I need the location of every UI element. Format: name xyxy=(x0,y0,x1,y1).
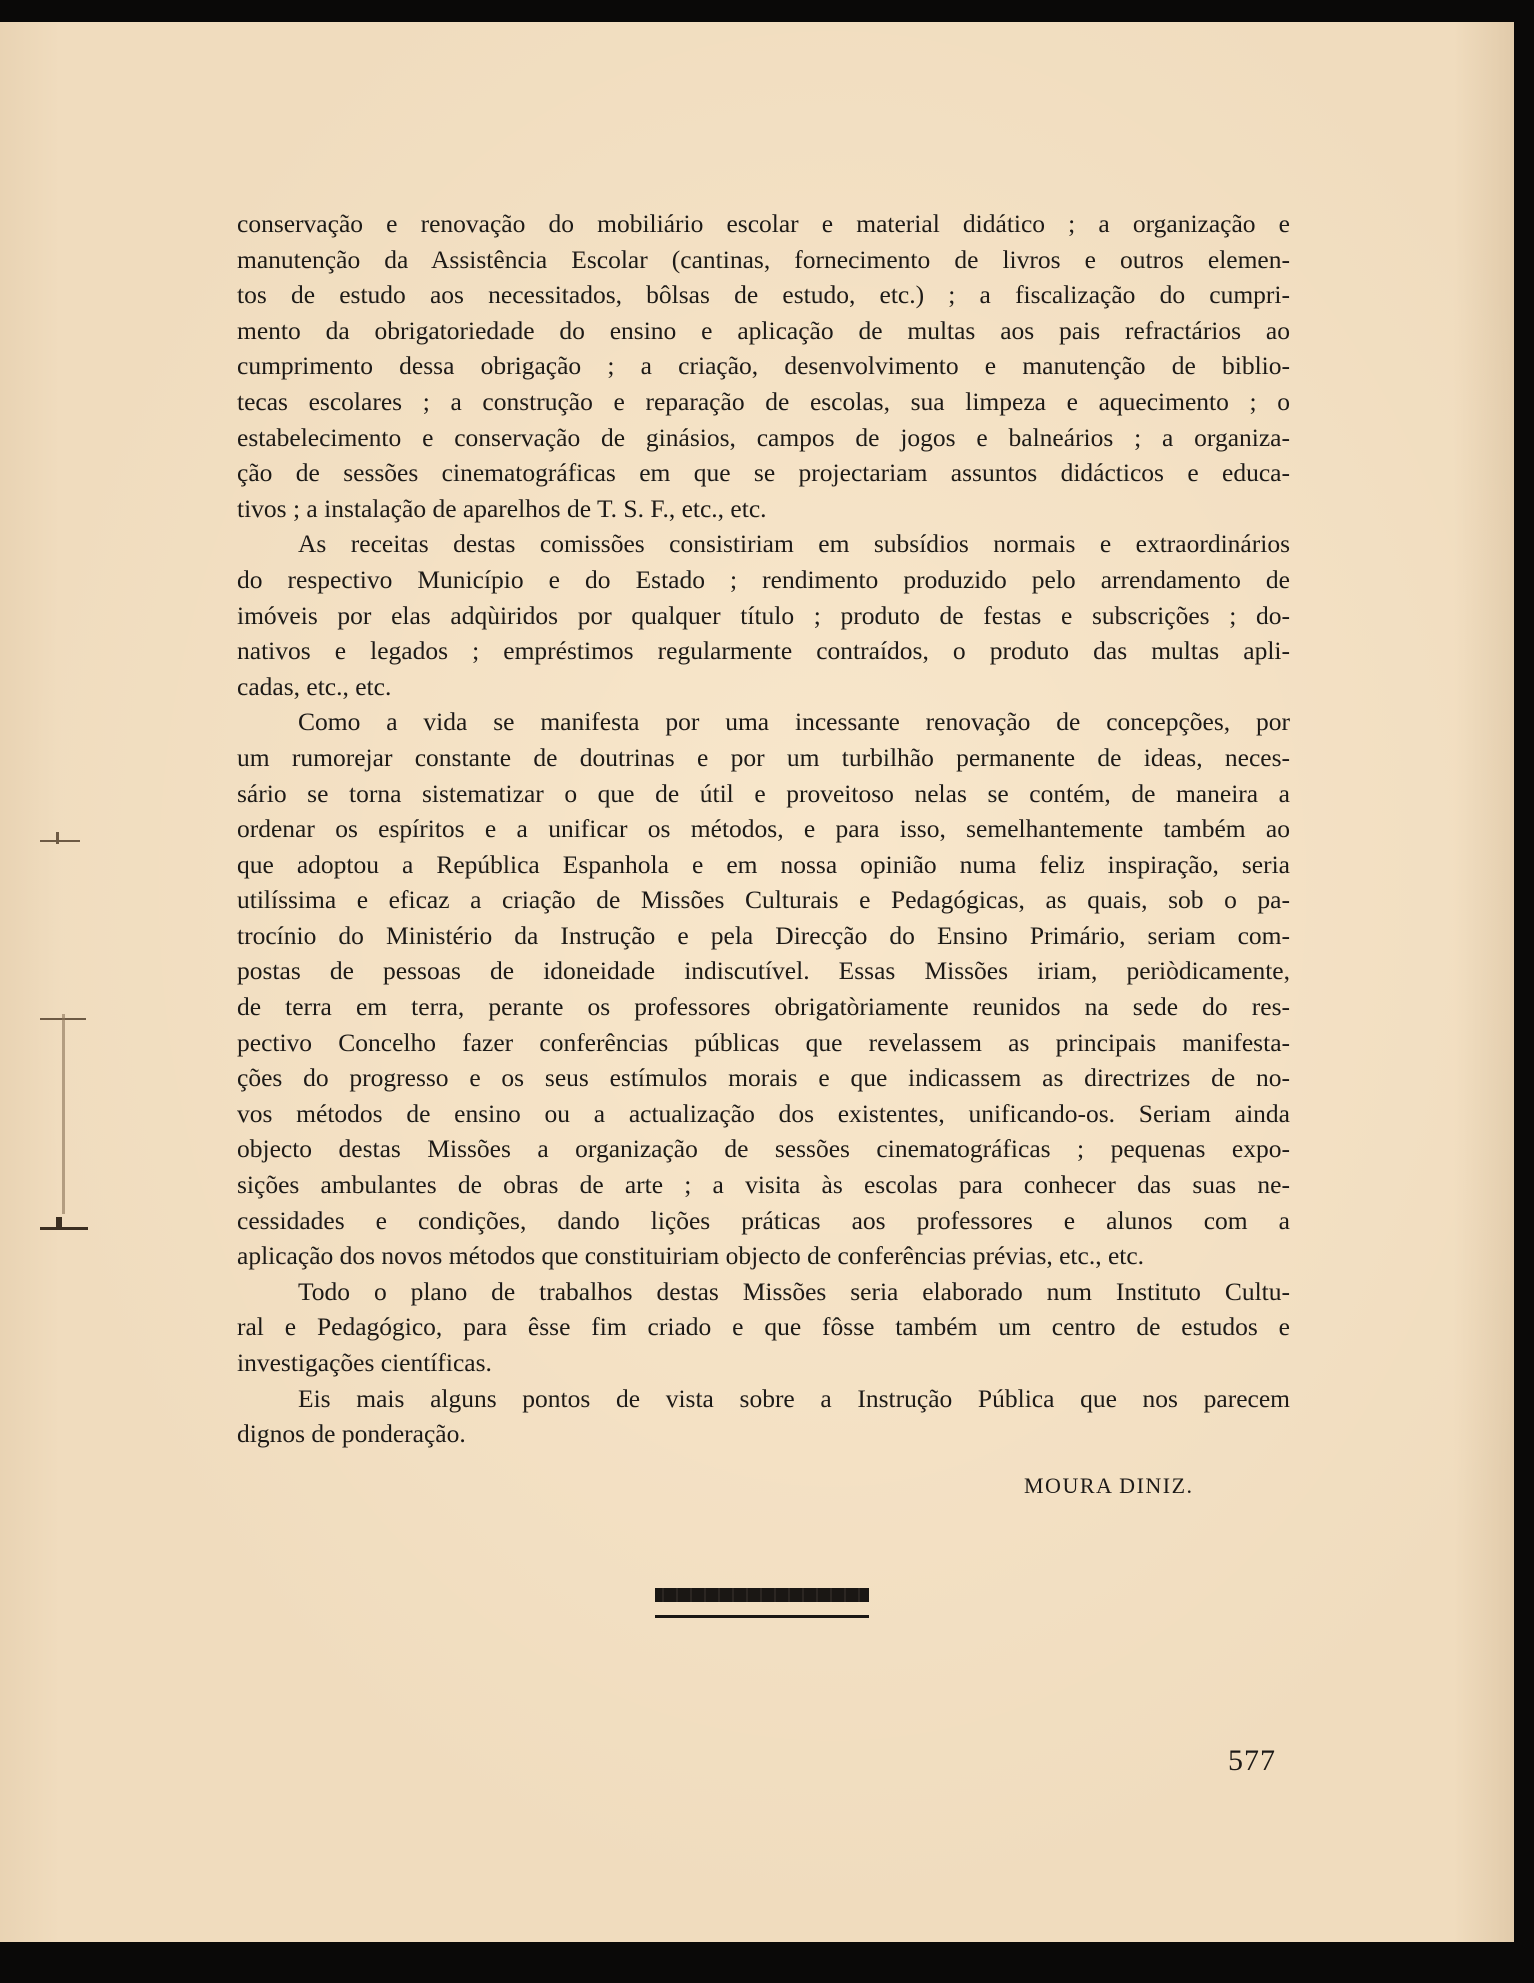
text-line: manutenção da Assistência Escolar (cantinas, fornecimento de livros e outros elemen- xyxy=(237,244,1290,274)
text-line: dignos de ponderação. xyxy=(237,1419,466,1449)
binding-thread-mark xyxy=(56,1217,62,1227)
end-ornament-bar xyxy=(655,1588,869,1602)
text-line: postas de pessoas de idoneidade indiscutível. Essas Missões iriam, periòdicamente, xyxy=(237,956,1290,986)
text-line: cumprimento dessa obrigação ; a criação, desenvolvimento e manutenção de biblio- xyxy=(237,351,1290,381)
text-line: trocínio do Ministério da Instrução e pela Direcção do Ensino Primário, seriam com- xyxy=(237,920,1290,950)
text-line: vos métodos de ensino ou a actualização dos existentes, unificando-os. Seriam ainda xyxy=(237,1098,1290,1128)
text-line: Como a vida se manifesta por uma incessante renovação de concepções, por xyxy=(298,707,1290,737)
text-line: tecas escolares ; a construção e reparação de escolas, sua limpeza e aquecimento ; o xyxy=(237,386,1290,416)
text-line: tos de estudo aos necessitados, bôlsas de estudo, etc.) ; a fiscalização do cumpri- xyxy=(237,280,1290,310)
paragraph xyxy=(237,526,1290,704)
text-line: de terra em terra, perante os professores obrigatòriamente reunidos na sede do res- xyxy=(237,992,1290,1022)
text-line: utilíssima e eficaz a criação de Missões Culturais e Pedagógicas, as quais, sob o pa- xyxy=(237,885,1290,915)
text-line: ção de sessões cinematográficas em que se projectariam assuntos didácticos e educa- xyxy=(237,458,1290,488)
paragraph xyxy=(237,704,1290,1274)
text-line: um rumorejar constante de doutrinas e por um turbilhão permanente de ideas, neces- xyxy=(237,742,1290,772)
text-line: cadas, etc., etc. xyxy=(237,671,392,701)
text-line: do respectivo Município e do Estado ; rendimento produzido pelo arrendamento de xyxy=(237,564,1290,594)
text-line: Todo o plano de trabalhos destas Missões seria elaborado num Instituto Cultu- xyxy=(298,1276,1290,1306)
binding-thread-mark xyxy=(40,1227,88,1230)
text-line: ções do progresso e os seus estímulos morais e que indicassem as directrizes de no- xyxy=(237,1063,1290,1093)
text-line: cessidades e condições, dando lições práticas aos professores e alunos com a xyxy=(237,1205,1290,1235)
article-body xyxy=(237,206,1290,1452)
text-line: tivos ; a instalação de aparelhos de T. S. F., etc., etc. xyxy=(237,493,767,523)
binding-thread-mark xyxy=(56,832,59,844)
text-line: estabelecimento e conservação de ginásios, campos de jogos e balneários ; a organiza- xyxy=(237,422,1290,452)
binding-thread-mark xyxy=(40,840,80,842)
paragraph xyxy=(237,1381,1290,1452)
text-line: Eis mais alguns pontos de vista sobre a Instrução Pública que nos parecem xyxy=(298,1383,1290,1413)
text-line: mento da obrigatoriedade do ensino e aplicação de multas aos pais refractários ao xyxy=(237,315,1290,345)
text-line: investigações científicas. xyxy=(237,1348,492,1377)
paragraph xyxy=(237,206,1290,526)
text-line: sições ambulantes de obras de arte ; a visita às escolas para conhecer das suas ne- xyxy=(237,1170,1290,1200)
text-line: aplicação dos novos métodos que constituiriam objecto de conferências prévias, etc., etc. xyxy=(237,1241,1145,1271)
text-line: ordenar os espíritos e a unificar os métodos, e para isso, semelhantemente também ao xyxy=(237,814,1290,844)
paragraph xyxy=(237,1274,1290,1381)
text-line: As receitas destas comissões consistiriam em subsídios normais e extraordinários xyxy=(298,529,1290,559)
text-line: conservação e renovação do mobiliário escolar e material didático ; a organização e xyxy=(237,209,1290,238)
page-number: 577 xyxy=(1228,1744,1276,1777)
text-line: que adoptou a República Espanhola e em nossa opinião numa feliz inspiração, seria xyxy=(237,849,1290,879)
text-line: nativos e legados ; empréstimos regularmente contraídos, o produto das multas apli- xyxy=(237,636,1290,666)
end-ornament-rule xyxy=(655,1615,869,1618)
text-line: sário se torna sistematizar o que de útil e proveitoso nelas se contém, de maneira a xyxy=(237,778,1290,808)
text-line: ral e Pedagógico, para êsse fim criado e que fôsse também um centro de estudos e xyxy=(237,1312,1290,1342)
binding-thread-line xyxy=(62,1014,65,1214)
author-signature: MOURA DINIZ. xyxy=(1024,1473,1194,1498)
text-line: imóveis por elas adqùiridos por qualquer título ; produto de festas e subscrições ; do- xyxy=(237,600,1290,630)
text-line: pectivo Concelho fazer conferências públicas que revelassem as principais manifesta- xyxy=(237,1027,1290,1057)
text-line: objecto destas Missões a organização de sessões cinematográficas ; pequenas expo- xyxy=(237,1134,1290,1164)
